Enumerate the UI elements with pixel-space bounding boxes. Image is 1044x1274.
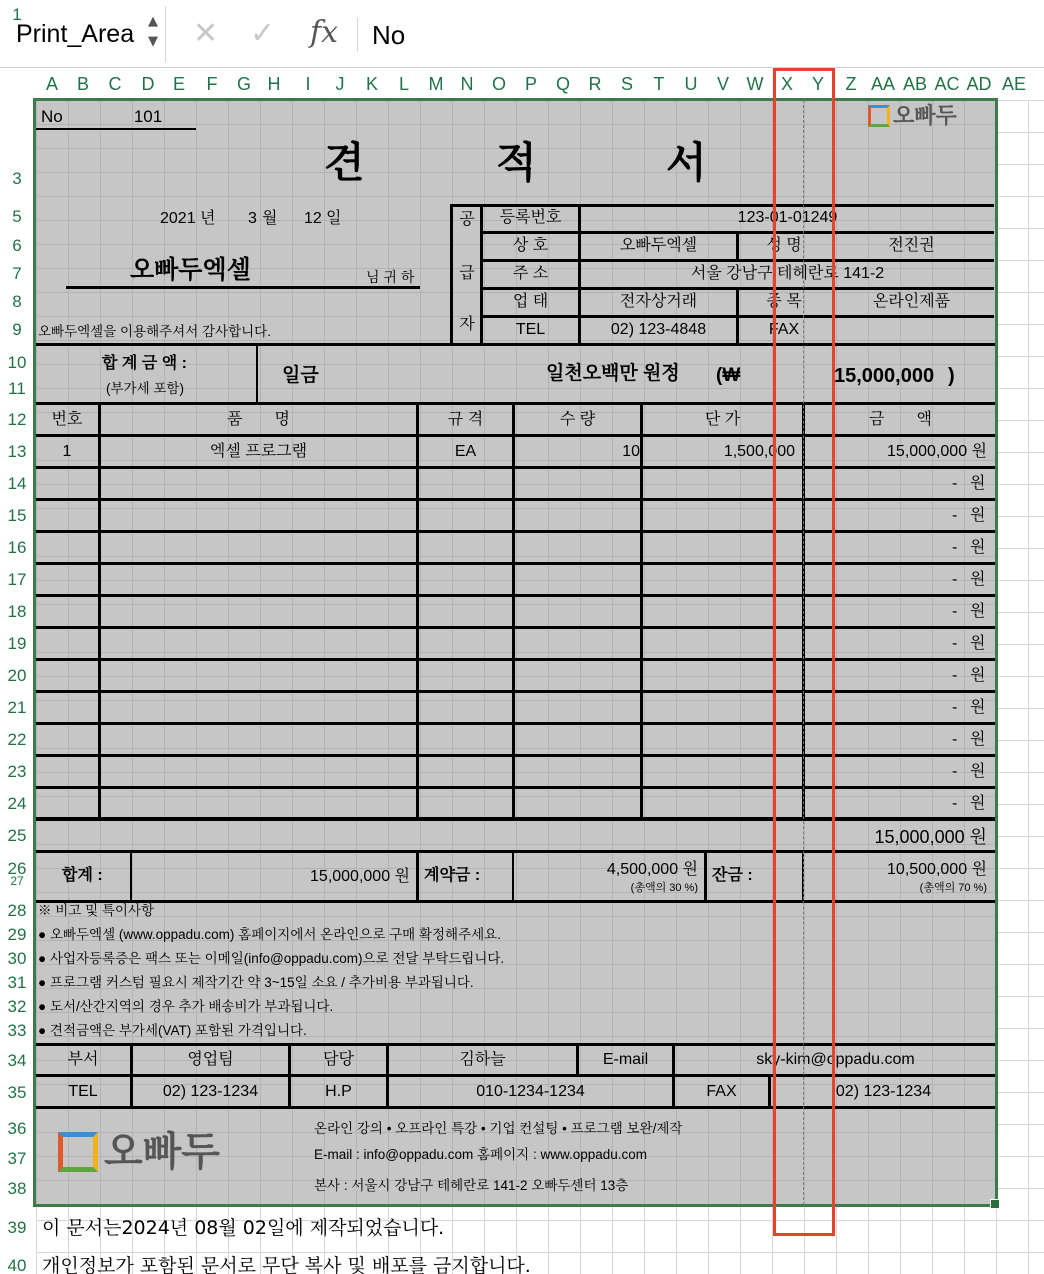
- row-header-33[interactable]: 33: [7, 1021, 27, 1040]
- column-header-o[interactable]: O: [491, 74, 506, 94]
- fax-label: FAX: [768, 321, 800, 338]
- contact-fax-value: 02) 123-1234: [835, 1083, 932, 1100]
- column-header-b[interactable]: B: [76, 74, 89, 94]
- function-icon[interactable]: fx: [310, 15, 339, 50]
- empty-amount: -: [952, 603, 958, 620]
- total-korean: 일천오백만 원정: [546, 363, 680, 384]
- thanks-message: 오빠두엑셀을 이용해주셔서 감사합니다.: [38, 324, 271, 339]
- tel-label: TEL: [515, 321, 546, 338]
- date-year: 2021: [160, 210, 196, 227]
- contact-fax-label: FAX: [706, 1083, 737, 1100]
- honorific: 님 귀 하: [366, 269, 415, 285]
- row-header-5[interactable]: 5: [12, 207, 22, 226]
- brand-name: 오빠두: [893, 103, 957, 128]
- total-amount: 15,000,000: [834, 365, 935, 387]
- addr-value: 서울 강남구 테헤란로 141-2: [690, 265, 885, 282]
- email-value: sky-kim@oppadu.com: [756, 1051, 915, 1068]
- row-header-39[interactable]: 39: [7, 1218, 27, 1237]
- row-header-8[interactable]: 8: [12, 292, 22, 311]
- vat-note: (부가세 포함): [106, 381, 184, 396]
- column-header-h[interactable]: H: [267, 74, 281, 94]
- brand-logo-large: [58, 1132, 220, 1172]
- column-header-c[interactable]: C: [108, 74, 122, 94]
- item-label: 종 목: [766, 293, 802, 310]
- contact-tel-label: TEL: [68, 1083, 98, 1100]
- total-label: 합 계 금 액 :: [102, 355, 187, 372]
- summary-div-4: [704, 853, 707, 901]
- total-close: ): [948, 365, 955, 387]
- row-header-24[interactable]: 24: [7, 794, 27, 813]
- column-header-f[interactable]: F: [206, 74, 218, 94]
- column-header-a[interactable]: A: [45, 74, 58, 94]
- table-row-line: [36, 562, 996, 565]
- total-divider: [256, 346, 258, 402]
- column-header-k[interactable]: K: [365, 74, 378, 94]
- table-row-line: [36, 754, 996, 757]
- row-header-37[interactable]: 37: [7, 1149, 27, 1168]
- deposit-note: (총액의 30 %): [630, 882, 698, 894]
- column-header-r[interactable]: R: [588, 74, 602, 94]
- brand-name-large: 오빠두: [104, 1130, 220, 1174]
- table-row-line: [36, 658, 996, 661]
- column-header-n[interactable]: N: [460, 74, 474, 94]
- column-header-x[interactable]: X: [780, 74, 793, 94]
- row-header-32[interactable]: 32: [7, 997, 27, 1016]
- column-headers: [0, 68, 1044, 100]
- row-header-35[interactable]: 35: [7, 1083, 27, 1102]
- company-value: 오빠두엑셀: [619, 237, 698, 254]
- column-header-m[interactable]: M: [428, 74, 444, 94]
- biz-label: 업 태: [512, 293, 549, 310]
- name-box-value[interactable]: Print_Area: [16, 20, 135, 48]
- row-header-31[interactable]: 31: [7, 973, 27, 992]
- formula-input[interactable]: No: [372, 20, 406, 50]
- supplier-row-line-2: [480, 259, 994, 262]
- table-row-line: [36, 466, 996, 469]
- table-top-line: [36, 402, 996, 405]
- cancel-icon[interactable]: ✕: [193, 16, 219, 51]
- total-prefix: 일금: [282, 365, 319, 386]
- deposit-value: 4,500,000 원: [606, 861, 698, 878]
- date-year-unit: 년: [200, 210, 216, 227]
- column-header-ae[interactable]: AE: [1001, 74, 1026, 94]
- header-name: 품 명: [227, 411, 290, 428]
- row-header-38[interactable]: 38: [7, 1179, 27, 1198]
- date-month: 3: [248, 210, 257, 227]
- won-unit: 원: [970, 507, 986, 524]
- row-header-18[interactable]: 18: [7, 602, 27, 621]
- won-unit: 원: [970, 731, 986, 748]
- row-header-6[interactable]: 6: [12, 236, 22, 255]
- won-unit: 원: [970, 539, 986, 556]
- balance-value: 10,500,000 원: [887, 861, 987, 878]
- logo-mark-large-icon: [58, 1132, 98, 1172]
- column-header-ad[interactable]: AD: [966, 74, 992, 94]
- empty-amount: -: [952, 539, 958, 556]
- column-header-aa[interactable]: AA: [870, 74, 895, 94]
- column-header-v[interactable]: V: [716, 74, 729, 94]
- addr-label: 주 소: [512, 265, 549, 282]
- column-header-i[interactable]: I: [305, 74, 311, 94]
- row1-qty: 10: [622, 443, 640, 460]
- footer-line-2: E-mail : info@oppadu.com 홈페이지 : www.oppadu.com: [314, 1147, 648, 1162]
- column-header-ab[interactable]: AB: [902, 74, 927, 94]
- column-header-ac[interactable]: AC: [934, 74, 960, 94]
- row-header-30[interactable]: 30: [7, 949, 27, 968]
- row-header-21[interactable]: 21: [7, 698, 27, 717]
- row-header-3[interactable]: 3: [12, 169, 22, 188]
- row-header-16[interactable]: 16: [7, 538, 27, 557]
- page-break-line: [803, 100, 804, 1205]
- contact-top-line: [36, 1043, 996, 1046]
- row-header-17[interactable]: 17: [7, 570, 27, 589]
- header-price: 단 가: [704, 411, 741, 428]
- won-unit: 원: [970, 667, 986, 684]
- summary-div-2: [416, 853, 419, 901]
- row-header-11[interactable]: 11: [8, 379, 26, 398]
- formula-bar: [0, 0, 1044, 68]
- title-char-2: 적: [496, 139, 537, 186]
- empty-amount: -: [952, 475, 958, 492]
- table-header-line: [36, 434, 996, 437]
- balance-label: 잔금 :: [712, 867, 753, 884]
- row-header-15[interactable]: 15: [7, 506, 27, 525]
- item-value: 온라인제품: [872, 293, 951, 310]
- note-1: ● 오빠두엑셀 (www.oppadu.com) 홈페이지에서 온라인으로 구매 확정해주세요.: [38, 927, 501, 942]
- row-header-23[interactable]: 23: [7, 762, 27, 781]
- header-amount: 금 액: [869, 411, 932, 428]
- no-value: 101: [133, 107, 163, 126]
- row-header-9[interactable]: 9: [12, 320, 22, 339]
- supplier-side-3: 자: [459, 316, 475, 333]
- column-header-u[interactable]: U: [684, 74, 698, 94]
- row1-no: 1: [62, 443, 72, 460]
- empty-amount: -: [952, 635, 958, 652]
- column-header-y[interactable]: Y: [811, 74, 824, 94]
- column-header-j[interactable]: J: [335, 74, 345, 94]
- hp-label: H.P: [325, 1083, 352, 1100]
- empty-amount: -: [952, 667, 958, 684]
- no-underline: [36, 128, 196, 130]
- total-won-open: (₩: [716, 365, 741, 386]
- date-month-unit: 월: [262, 210, 278, 227]
- summary-bottom-line: [36, 900, 996, 903]
- row1-spec: EA: [454, 443, 477, 460]
- table-row-line: [36, 786, 996, 789]
- deposit-label: 계약금 :: [424, 867, 481, 884]
- confirm-icon[interactable]: ✓: [250, 16, 276, 51]
- row-header-7[interactable]: 7: [12, 264, 22, 283]
- empty-amount: -: [952, 731, 958, 748]
- date-day: 12: [304, 210, 322, 227]
- note-5: ● 견적금액은 부가세(VAT) 포함된 가격입니다.: [38, 1023, 307, 1038]
- notice-line-40: 개인정보가 포함된 문서로 무단 복사 및 배포를 금지합니다.: [42, 1255, 531, 1274]
- footer-line-3: 본사 : 서울시 강남구 테헤란로 141-2 오빠두센터 13층: [314, 1178, 629, 1193]
- balance-note: (총액의 70 %): [919, 882, 987, 894]
- date-day-unit: 일: [326, 210, 342, 227]
- recipient-underline: [66, 286, 420, 289]
- summary-top-line: [36, 850, 996, 853]
- supplier-bottom-line: [36, 343, 996, 346]
- spinner-up-icon[interactable]: ▲: [148, 14, 158, 29]
- supplier-side-1: 공: [459, 211, 475, 228]
- row-header-13[interactable]: 13: [7, 442, 27, 461]
- hp-value: 010-1234-1234: [476, 1083, 585, 1100]
- row1-price: 1,500,000: [723, 443, 795, 460]
- notes-title: ※ 비고 및 특이사항: [38, 903, 155, 918]
- rep-label: 성 명: [766, 237, 802, 254]
- row-header-25[interactable]: 25: [7, 826, 27, 845]
- formula-divider: [357, 18, 358, 52]
- won-unit: 원: [970, 475, 986, 492]
- column-header-q[interactable]: Q: [555, 74, 570, 94]
- summary-total-value: 15,000,000 원: [310, 868, 410, 885]
- manager-label: 담당: [323, 1051, 354, 1068]
- column-header-l[interactable]: L: [398, 74, 409, 94]
- title-char-3: 서: [666, 139, 707, 186]
- selection-fill-handle[interactable]: [990, 1199, 1000, 1209]
- name-box-spinner-icon[interactable]: [146, 12, 160, 52]
- empty-amount: -: [952, 571, 958, 588]
- row-header-26[interactable]: 26: [7, 859, 27, 878]
- empty-amount: -: [952, 699, 958, 716]
- title-char-1: 견: [324, 139, 365, 186]
- note-2: ● 사업자등록증은 팩스 또는 이메일(info@oppadu.com)으로 전달 부탁드립니다.: [38, 951, 505, 966]
- row-header-10[interactable]: 10: [7, 353, 27, 372]
- row-header-28[interactable]: 28: [7, 901, 27, 920]
- won-unit: 원: [970, 635, 986, 652]
- brand-logo-small: [868, 105, 957, 127]
- contact-tel-value: 02) 123-1234: [162, 1083, 259, 1100]
- header-spec: 규 격: [447, 411, 484, 428]
- row-header-14[interactable]: 14: [7, 474, 27, 493]
- row-headers: [0, 5, 36, 1274]
- dept-value: 영업팀: [187, 1051, 234, 1068]
- row-header-22[interactable]: 22: [7, 730, 27, 749]
- table-row-line: [36, 530, 996, 533]
- row-header-29[interactable]: 29: [7, 925, 27, 944]
- logo-mark-icon: [868, 105, 890, 127]
- row-header-1[interactable]: 1: [12, 5, 22, 24]
- table-row-line: [36, 594, 996, 597]
- header-no: 번호: [51, 411, 83, 428]
- won-unit: 원: [970, 603, 986, 620]
- note-3: ● 프로그램 커스텀 필요시 제작기간 약 3~15일 소요 / 추가비용 부과됩니다.: [38, 975, 474, 990]
- notice-line-39: 이 문서는2024년 08월 02일에 제작되었습니다.: [42, 1217, 445, 1239]
- email-label: E-mail: [602, 1051, 649, 1068]
- contact-mid-line: [36, 1074, 996, 1077]
- reg-value: 123-01-01249: [737, 209, 838, 226]
- column-header-t[interactable]: T: [653, 74, 665, 94]
- spinner-down-icon[interactable]: ▼: [148, 34, 158, 49]
- note-4: ● 도서/산간지역의 경우 추가 배송비가 부과됩니다.: [38, 999, 334, 1014]
- won-unit: 원: [970, 571, 986, 588]
- column-header-s[interactable]: S: [620, 74, 633, 94]
- column-header-p[interactable]: P: [524, 74, 537, 94]
- summary-total-label: 합계 :: [62, 867, 103, 884]
- column-header-w[interactable]: W: [746, 74, 764, 94]
- no-label: No: [41, 107, 63, 126]
- supplier-side-2: 급: [459, 265, 475, 282]
- won-unit: 원: [970, 763, 986, 780]
- table-row-line: [36, 626, 996, 629]
- row-header-19[interactable]: 19: [7, 634, 27, 653]
- empty-amount: -: [952, 507, 958, 524]
- dept-label: 부서: [67, 1051, 99, 1068]
- empty-amount: -: [952, 763, 958, 780]
- empty-amount: -: [952, 795, 958, 812]
- estimate-document: [36, 100, 996, 1205]
- row1-amount: 15,000,000 원: [887, 443, 987, 460]
- tel-value: 02) 123-4848: [610, 321, 707, 338]
- row-header-40[interactable]: 40: [7, 1256, 27, 1274]
- table-row-line: [36, 818, 996, 821]
- row-header-12[interactable]: 12: [7, 410, 27, 429]
- table-row-line: [36, 690, 996, 693]
- won-unit: 원: [970, 699, 986, 716]
- company-label: 상 호: [512, 237, 549, 254]
- manager-value: 김하늘: [459, 1051, 506, 1068]
- contact-bottom-line: [36, 1106, 996, 1109]
- column-header-g[interactable]: G: [236, 74, 251, 94]
- header-qty: 수 량: [559, 411, 596, 428]
- row-header-36[interactable]: 36: [7, 1119, 27, 1138]
- column-header-z[interactable]: Z: [845, 74, 857, 94]
- reg-label: 등록번호: [499, 209, 562, 226]
- column-header-e[interactable]: E: [172, 74, 185, 94]
- row-header-27[interactable]: 27: [10, 874, 24, 888]
- table-sum: 15,000,000 원: [874, 827, 987, 847]
- footer-line-1: 온라인 강의 • 오프라인 특강 • 기업 컨설팅 • 프로그램 보완/제작: [314, 1121, 683, 1136]
- rep-value: 전진권: [888, 237, 935, 254]
- recipient-name: 오빠두엑셀: [130, 256, 251, 284]
- row-header-34[interactable]: 34: [7, 1051, 27, 1070]
- column-header-d[interactable]: D: [141, 74, 155, 94]
- table-row-line: [36, 498, 996, 501]
- row1-name: 엑셀 프로그램: [209, 443, 308, 460]
- table-row-line: [36, 722, 996, 725]
- won-unit: 원: [970, 795, 986, 812]
- biz-value: 전자상거래: [619, 293, 698, 310]
- row-header-20[interactable]: 20: [7, 666, 27, 685]
